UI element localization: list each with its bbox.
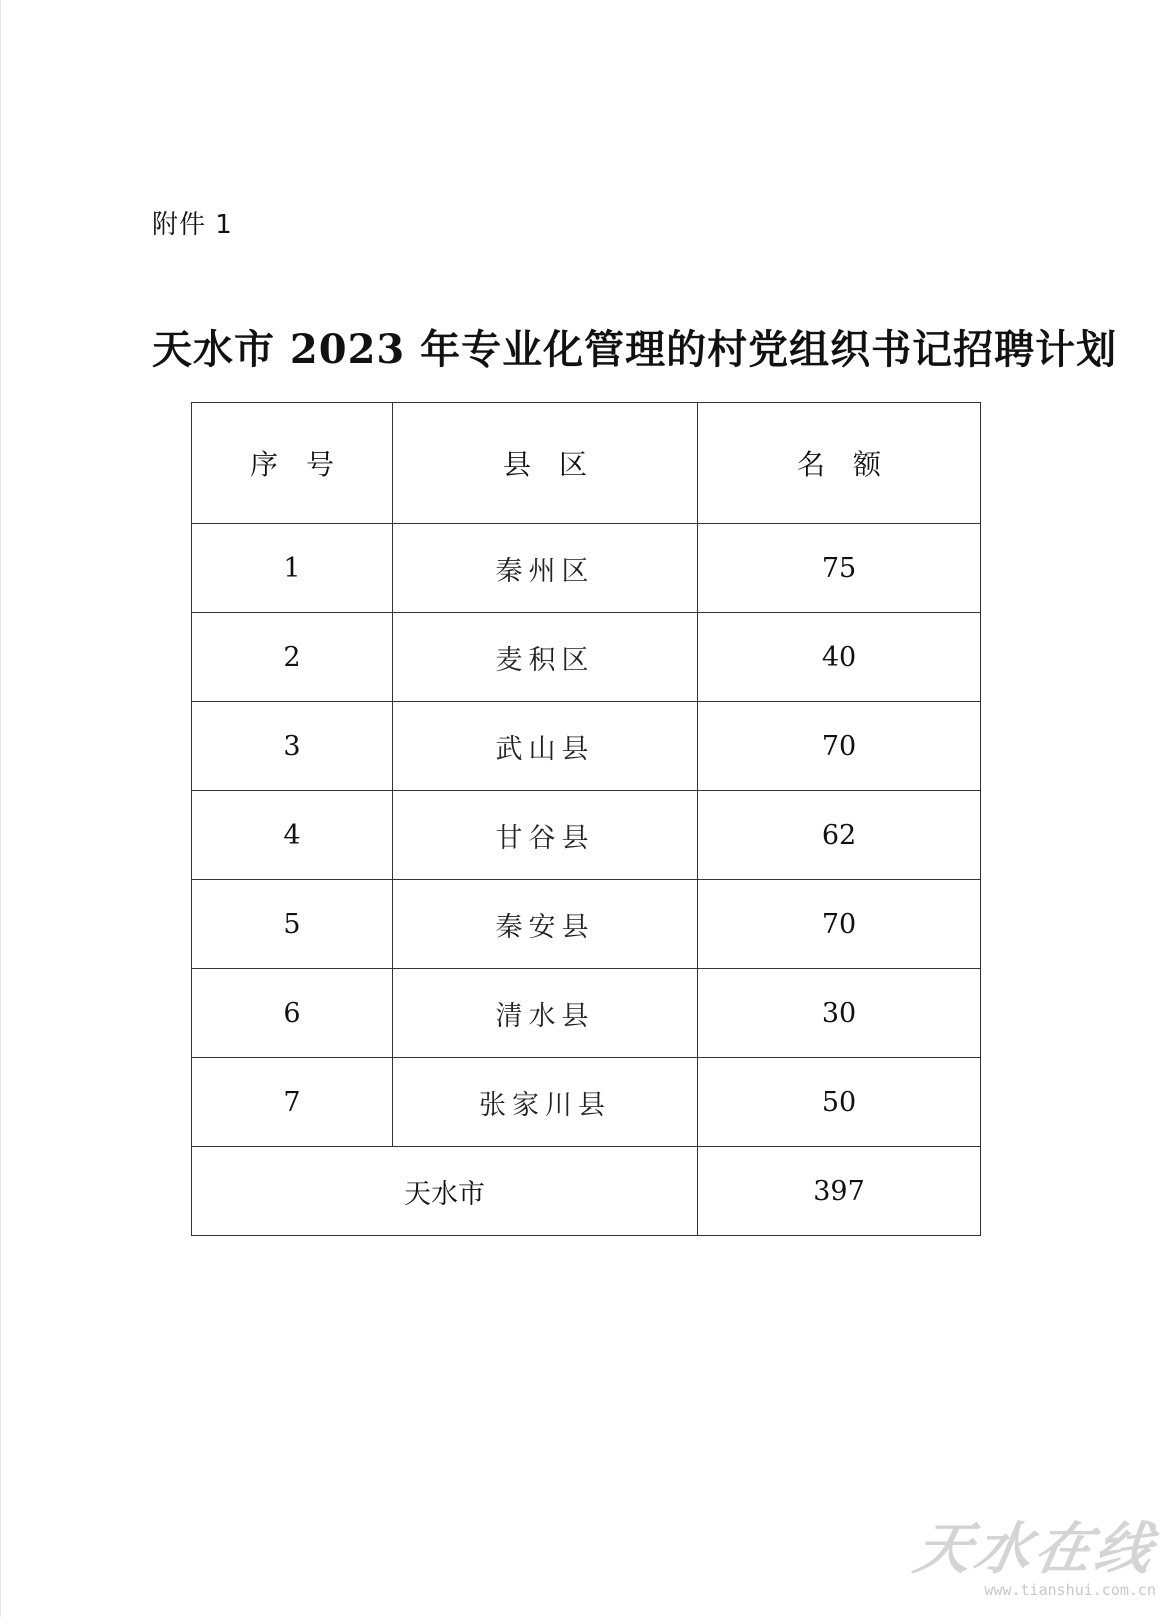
document-title: 天水市 2023 年专业化管理的村党组织书记招聘计划	[152, 326, 1118, 373]
header-index: 序 号	[192, 403, 393, 524]
row-county: 秦安县	[393, 880, 698, 969]
table-header-row	[192, 403, 981, 524]
row-index: 4	[192, 791, 393, 880]
row-county: 秦州区	[393, 524, 698, 613]
table-row	[192, 1058, 981, 1147]
row-quota: 75	[698, 524, 981, 613]
row-quota: 30	[698, 969, 981, 1058]
table-row	[192, 880, 981, 969]
row-county: 武山县	[393, 702, 698, 791]
table-total-row	[192, 1147, 981, 1236]
table-row	[192, 524, 981, 613]
row-index: 3	[192, 702, 393, 791]
recruitment-plan-table	[191, 402, 981, 1236]
row-county: 甘谷县	[393, 791, 698, 880]
row-index: 6	[192, 969, 393, 1058]
row-quota: 70	[698, 702, 981, 791]
table-row	[192, 791, 981, 880]
table-row	[192, 613, 981, 702]
row-index: 7	[192, 1058, 393, 1147]
header-quota: 名 额	[698, 403, 981, 524]
total-quota: 397	[698, 1147, 981, 1236]
row-quota: 50	[698, 1058, 981, 1147]
row-county: 麦积区	[393, 613, 698, 702]
row-index: 1	[192, 524, 393, 613]
row-index: 2	[192, 613, 393, 702]
watermark-logo: 天水在线	[909, 1517, 1161, 1582]
table-row	[192, 969, 981, 1058]
header-county: 县 区	[393, 403, 698, 524]
row-county: 清水县	[393, 969, 698, 1058]
row-quota: 62	[698, 791, 981, 880]
site-watermark	[909, 1505, 1161, 1599]
row-index: 5	[192, 880, 393, 969]
attachment-label: 附件 1	[152, 210, 233, 240]
total-label: 天水市	[192, 1147, 698, 1236]
row-quota: 40	[698, 613, 981, 702]
row-quota: 70	[698, 880, 981, 969]
row-county: 张家川县	[393, 1058, 698, 1147]
table-row	[192, 702, 981, 791]
watermark-url: www.tianshui.com.cn	[984, 1581, 1156, 1599]
